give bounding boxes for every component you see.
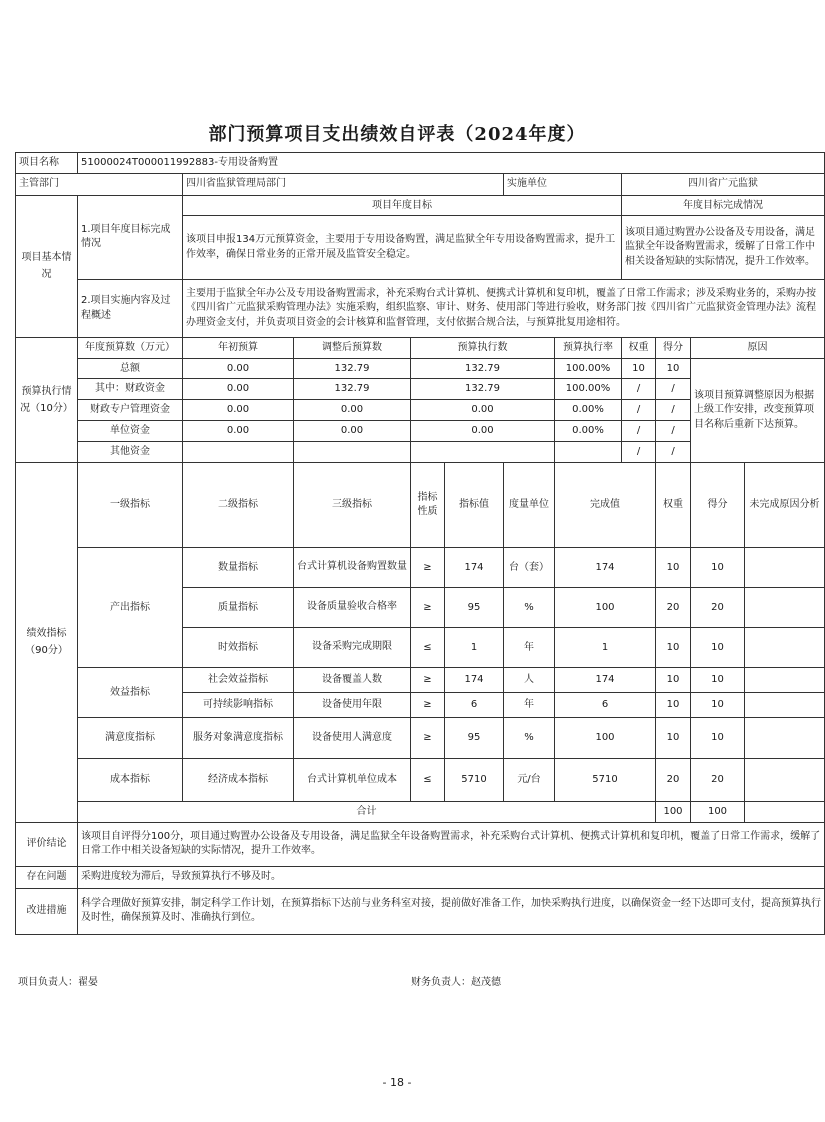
perf-level2: 经济成本指标: [183, 759, 294, 802]
performance-score-label: （90分）: [25, 645, 68, 657]
perf-target: 5710: [445, 759, 504, 802]
budget-row-rate: 100.00%: [555, 358, 622, 379]
perf-level2: 质量指标: [183, 588, 294, 628]
budget-row-rate: 0.00%: [555, 400, 622, 421]
item1-goal: 该项目申报134万元预算资金，主要用于专用设备购置，满足监狱全年专用设备购置需求，提升工作效率，确保日常业务的正常开展及监管安全稳定。: [183, 216, 622, 280]
perf-header-weight: 权重: [656, 463, 691, 548]
eval-text: 该项目自评得分100分，项目通过购置办公设备及专用设备，满足监狱全年设备购置需求，补充采购台式计算机、便携式计算机和复印机，覆盖了日常工作需求，缓解了日常工作中相关设备短缺的实际情况，提升工作效率。: [78, 822, 825, 866]
budget-reason: 该项目预算调整原因为根据上级工作安排，改变预算项目名称后重新下达预算。: [691, 358, 825, 463]
perf-weight: 10: [656, 668, 691, 693]
budget-row-score: /: [656, 379, 691, 400]
perf-score: 10: [691, 693, 745, 718]
budget-header-executed: 预算执行数: [411, 338, 555, 359]
perf-actual: 174: [555, 668, 656, 693]
budget-row-initial: 0.00: [183, 379, 294, 400]
perf-level2: 可持续影响指标: [183, 693, 294, 718]
budget-row-adjusted: 0.00: [294, 400, 411, 421]
perf-level3: 设备采购完成期限: [294, 628, 411, 668]
budget-row-name: 总额: [78, 358, 183, 379]
perf-score: 10: [691, 548, 745, 588]
budget-row-adjusted: 0.00: [294, 421, 411, 442]
perf-target: 1: [445, 628, 504, 668]
perf-target: 174: [445, 668, 504, 693]
performance-label: 绩效指标: [26, 627, 67, 639]
perf-unit: 元/台: [504, 759, 555, 802]
unit-label: 实施单位: [504, 173, 622, 195]
project-name-label: 项目名称: [16, 153, 78, 174]
perf-score: 10: [691, 718, 745, 759]
budget-row-rate: 0.00%: [555, 421, 622, 442]
perf-weight: 10: [656, 718, 691, 759]
perf-unit: 人: [504, 668, 555, 693]
perf-score: 20: [691, 588, 745, 628]
budget-row-initial: 0.00: [183, 400, 294, 421]
perf-level2: 数量指标: [183, 548, 294, 588]
budget-row-weight: /: [622, 400, 656, 421]
perf-header-actual: 完成值: [555, 463, 656, 548]
budget-row-executed: 0.00: [411, 421, 555, 442]
perf-target: 6: [445, 693, 504, 718]
budget-section-label: 预算执行情况（10分）: [16, 338, 78, 463]
perf-header-unit: 度量单位: [504, 463, 555, 548]
perf-level1-benefit: 效益指标: [78, 668, 183, 718]
improve-label: 改进措施: [16, 888, 78, 934]
item1-completion: 该项目通过购置办公设备及专用设备，满足监狱全年设备购置需求，缓解了日常工作中相关设备短缺的实际情况，提升工作效率。: [622, 216, 825, 280]
perf-target: 95: [445, 588, 504, 628]
perf-actual: 1: [555, 628, 656, 668]
budget-row-name: 单位资金: [78, 421, 183, 442]
budget-row-adjusted: 132.79: [294, 358, 411, 379]
perf-header-score: 得分: [691, 463, 745, 548]
perf-unit: 年: [504, 628, 555, 668]
issues-label: 存在问题: [16, 866, 78, 888]
item2-label: 2.项目实施内容及过程概述: [78, 280, 183, 338]
page-number: - 18 -: [382, 1076, 412, 1089]
perf-target: 174: [445, 548, 504, 588]
perf-level3: 设备使用年限: [294, 693, 411, 718]
goal-header: 项目年度目标: [183, 195, 622, 216]
basic-section-label: 项目基本情况: [16, 195, 78, 338]
perf-actual: 5710: [555, 759, 656, 802]
perf-nature: ≤: [411, 759, 445, 802]
perf-analysis: [745, 588, 825, 628]
budget-row-weight: /: [622, 421, 656, 442]
perf-level1-output: 产出指标: [78, 548, 183, 668]
total-analysis: [745, 802, 825, 823]
perf-nature: ≥: [411, 668, 445, 693]
issues-text: 采购进度较为滞后，导致预算执行不够及时。: [78, 866, 825, 888]
perf-header-analysis: 未完成原因分析: [745, 463, 825, 548]
budget-row-weight: 10: [622, 358, 656, 379]
budget-row-name: 其中：财政资金: [78, 379, 183, 400]
eval-label: 评价结论: [16, 822, 78, 866]
perf-nature: ≥: [411, 588, 445, 628]
perf-target: 95: [445, 718, 504, 759]
improve-text: 科学合理做好预算安排，制定科学工作计划，在预算指标下达前与业务科室对接，提前做好准备工作，加快采购执行进度，以确保资金一经下达即可支付，提高预算执行及时性，确保预算及时、准确执行到位。: [78, 888, 825, 934]
project-owner: 项目负责人：翟晏: [18, 977, 98, 988]
budget-row-adjusted: [294, 442, 411, 463]
budget-row-score: /: [656, 400, 691, 421]
perf-unit: %: [504, 718, 555, 759]
perf-unit: 台（套）: [504, 548, 555, 588]
perf-nature: ≤: [411, 628, 445, 668]
budget-row-weight: /: [622, 379, 656, 400]
budget-row-executed: 0.00: [411, 400, 555, 421]
total-weight: 100: [656, 802, 691, 823]
perf-level2: 服务对象满意度指标: [183, 718, 294, 759]
perf-unit: 年: [504, 693, 555, 718]
performance-section-label: [16, 463, 78, 823]
perf-actual: 6: [555, 693, 656, 718]
budget-row-score: /: [656, 442, 691, 463]
unit-value: 四川省广元监狱: [622, 173, 825, 195]
perf-nature: ≥: [411, 693, 445, 718]
perf-level1-satisfaction: 满意度指标: [78, 718, 183, 759]
budget-row-rate: 100.00%: [555, 379, 622, 400]
perf-score: 10: [691, 668, 745, 693]
budget-row-adjusted: 132.79: [294, 379, 411, 400]
perf-level1-cost: 成本指标: [78, 759, 183, 802]
perf-level2: 时效指标: [183, 628, 294, 668]
budget-header-initial: 年初预算: [183, 338, 294, 359]
perf-header-level2: 二级指标: [183, 463, 294, 548]
perf-analysis: [745, 718, 825, 759]
project-name-value: 51000024T000011992883-专用设备购置: [78, 153, 825, 174]
completion-header: 年度目标完成情况: [622, 195, 825, 216]
self-evaluation-table: [15, 152, 825, 935]
perf-level2: 社会效益指标: [183, 668, 294, 693]
perf-weight: 10: [656, 628, 691, 668]
perf-analysis: [745, 548, 825, 588]
budget-row-initial: 0.00: [183, 358, 294, 379]
perf-unit: %: [504, 588, 555, 628]
item1-label: 1.项目年度目标完成情况: [78, 195, 183, 280]
perf-nature: ≥: [411, 718, 445, 759]
budget-row-initial: 0.00: [183, 421, 294, 442]
perf-weight: 20: [656, 588, 691, 628]
item2-text: 主要用于监狱全年办公及专用设备购置需求，补充采购台式计算机、便携式计算机和复印机，覆盖了日常工作需求；涉及采购业务的，采购办按《四川省广元监狱采购管理办法》实施采购，组织监察、审计、财务、使用部门等进行验收，财务部门按《四川省广元监狱资金管理办法》流程办理资金支付，并负责项目资金的会计核算和监督管理，支付依据合规合法，与预算批复用途相符。: [183, 280, 825, 338]
finance-owner: 财务负责人：赵茂德: [411, 977, 501, 988]
budget-header-score: 得分: [656, 338, 691, 359]
perf-level3: 设备使用人满意度: [294, 718, 411, 759]
perf-score: 10: [691, 628, 745, 668]
budget-row-weight: /: [622, 442, 656, 463]
perf-weight: 20: [656, 759, 691, 802]
dept-value: 四川省监狱管理局部门: [183, 173, 504, 195]
perf-actual: 100: [555, 718, 656, 759]
perf-level3: 台式计算机单位成本: [294, 759, 411, 802]
budget-row-executed: [411, 442, 555, 463]
budget-header-rate: 预算执行率: [555, 338, 622, 359]
dept-label: 主管部门: [16, 173, 183, 195]
perf-header-target: 指标值: [445, 463, 504, 548]
total-score: 100: [691, 802, 745, 823]
budget-row-initial: [183, 442, 294, 463]
budget-row-score: /: [656, 421, 691, 442]
perf-level3: 设备质量验收合格率: [294, 588, 411, 628]
perf-header-level3: 三级指标: [294, 463, 411, 548]
perf-actual: 100: [555, 588, 656, 628]
perf-header-level1: 一级指标: [78, 463, 183, 548]
budget-row-name: 其他资金: [78, 442, 183, 463]
perf-analysis: [745, 759, 825, 802]
perf-header-nature: 指标性质: [411, 463, 445, 548]
total-label: 合计: [78, 802, 656, 823]
perf-score: 20: [691, 759, 745, 802]
perf-weight: 10: [656, 548, 691, 588]
budget-row-executed: 132.79: [411, 379, 555, 400]
budget-row-rate: [555, 442, 622, 463]
page-title: 部门预算项目支出绩效自评表（2024年度）: [208, 124, 586, 145]
perf-analysis: [745, 628, 825, 668]
perf-actual: 174: [555, 548, 656, 588]
perf-analysis: [745, 668, 825, 693]
budget-row-score: 10: [656, 358, 691, 379]
perf-analysis: [745, 693, 825, 718]
budget-header-reason: 原因: [691, 338, 825, 359]
budget-header-weight: 权重: [622, 338, 656, 359]
budget-header-year: 年度预算数（万元）: [78, 338, 183, 359]
budget-row-name: 财政专户管理资金: [78, 400, 183, 421]
perf-nature: ≥: [411, 548, 445, 588]
perf-level3: 台式计算机设备购置数量: [294, 548, 411, 588]
perf-weight: 10: [656, 693, 691, 718]
budget-header-adjusted: 调整后预算数: [294, 338, 411, 359]
perf-level3: 设备覆盖人数: [294, 668, 411, 693]
budget-row-executed: 132.79: [411, 358, 555, 379]
